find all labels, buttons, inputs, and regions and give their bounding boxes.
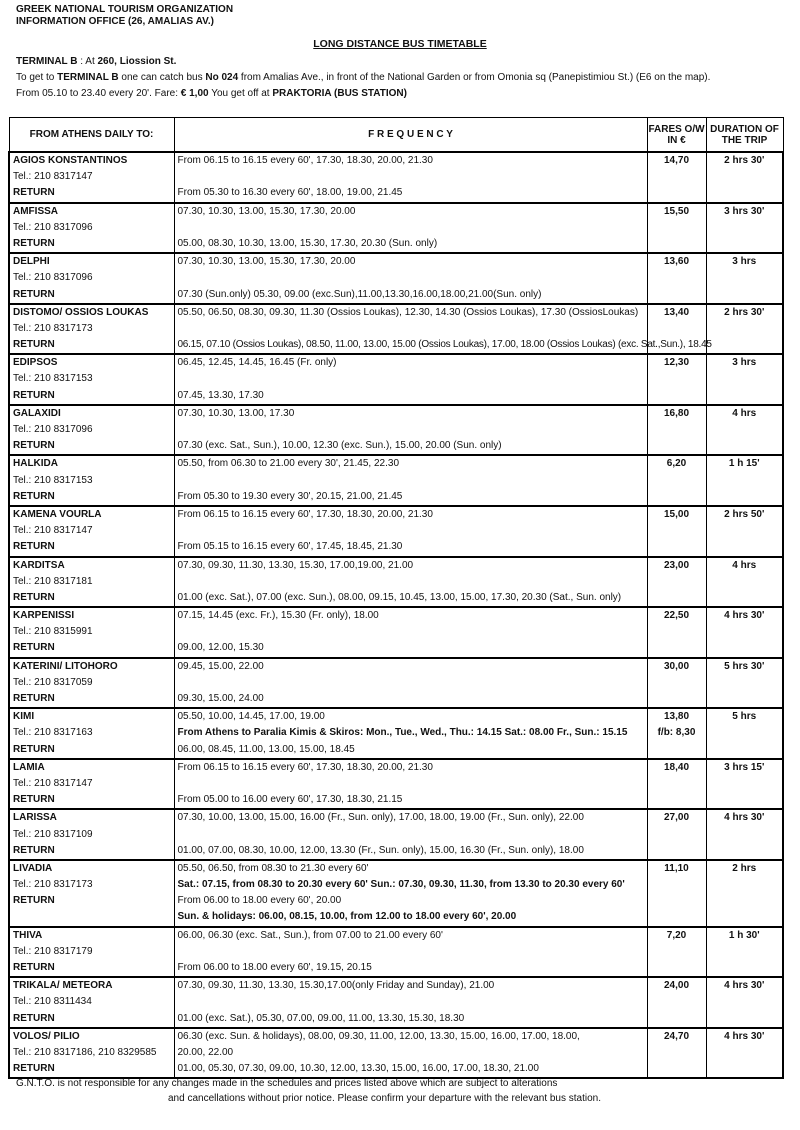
frequency-cell <box>174 455 647 506</box>
fare-value: 23,00 <box>663 559 690 571</box>
frequency-cell <box>174 253 647 304</box>
duration-cell <box>706 759 783 810</box>
frequency-cell <box>174 354 647 405</box>
frequency-line: 06.00, 06.30 (exc. Sat., Sun.), from 07.00 to 21.00 every 60' <box>177 929 443 941</box>
destination-cell <box>9 658 174 709</box>
disclaimer-line-2: and cancellations without prior notice. Please confirm your departure with the relevant bus station. <box>168 1093 602 1104</box>
fare-value: 15,50 <box>663 205 690 217</box>
destination-name: KARPENISSI <box>13 610 75 622</box>
destination-name: THIVA <box>13 929 43 941</box>
fare-cell <box>647 1028 706 1079</box>
destination-phone: Tel.: 210 8315991 <box>13 626 93 638</box>
fare-value: 12,30 <box>663 357 690 369</box>
destination-phone: Tel.: 210 8317173 <box>13 879 93 891</box>
return-label: RETURN <box>13 440 55 452</box>
fare-cell <box>647 759 706 810</box>
fare-cell <box>647 405 706 456</box>
destination-cell <box>9 977 174 1028</box>
duration-value: 1 h 30' <box>728 929 760 941</box>
frequency-line: 06.15, 07.10 (Ossios Loukas), 08.50, 11.00, 13.00, 15.00 (Ossios Loukas), 17.00, 18.00 (Ossios Loukas) (exc. Sat.,Sun.), 18.45 <box>177 339 712 351</box>
frequency-line: 01.00, 07.00, 08.30, 10.00, 12.00, 13.30 (Fr., Sun. only), 15.00, 16.30 (Fr., Sun. only), 18.00 <box>177 844 584 856</box>
timetable <box>8 117 784 1079</box>
destination-name: GALAXIDI <box>13 407 61 419</box>
frequency-line: From 06.15 to 16.15 every 60', 17.30, 18.30, 20.00, 21.30 <box>177 508 433 520</box>
destination-group <box>9 860 783 927</box>
frequency-line: 20.00, 22.00 <box>177 1046 234 1058</box>
table-row <box>9 809 783 860</box>
destination-phone: Tel.: 210 8317096 <box>13 221 93 233</box>
frequency-line: 09.45, 15.00, 22.00 <box>177 660 264 672</box>
frequency-line <box>175 994 647 1010</box>
fare-cell <box>647 354 706 405</box>
fare-cell <box>647 607 706 658</box>
from-mid: You get off at <box>208 88 273 99</box>
duration-value: 3 hrs 30' <box>724 205 765 217</box>
table-row <box>9 759 783 810</box>
destination-group <box>9 455 783 506</box>
destination-phone: Tel.: 210 8317096 <box>13 272 93 284</box>
destination-cell <box>9 809 174 860</box>
frequency-line <box>175 523 647 539</box>
frequency-line: From Athens to Paralia Kimis & Skiros: Mon., Tue., Wed., Thu.: 14.15 Sat.: 08.00 Fr., Sun.: 15.15 <box>177 727 628 739</box>
table-row <box>9 658 783 709</box>
frequency-line: 06.00, 08.45, 11.00, 13.00, 15.00, 18.45 <box>177 743 355 755</box>
duration-cell <box>706 455 783 506</box>
destination-name: TRIKALA/ METEORA <box>13 980 113 992</box>
frequency-line: From 05.15 to 16.15 every 60', 17.45, 18.45, 21.30 <box>177 541 403 553</box>
destination-name: LIVADIA <box>13 862 53 874</box>
fare-value: 13,40 <box>663 306 690 318</box>
destination-name: VOLOS/ PILIO <box>13 1030 80 1042</box>
destination-group <box>9 506 783 557</box>
duration-cell <box>706 557 783 608</box>
destination-phone: Tel.: 210 8317163 <box>13 727 93 739</box>
frequency-line: 07.30, 09.30, 11.30, 13.30, 15.30, 17.00,19.00, 21.00 <box>177 559 414 571</box>
destination-name: KATERINI/ LITOHORO <box>13 660 118 672</box>
destination-cell <box>9 253 174 304</box>
frequency-line: 05.50, 10.00, 14.45, 17.00, 19.00 <box>177 711 325 723</box>
frequency-line: 07.30, 10.00, 13.00, 15.00, 16.00 (Fr., Sun. only), 17.00, 18.00, 19.00 (Fr., Sun. only), 22.00 <box>177 812 584 824</box>
frequency-line <box>175 574 647 590</box>
fare-value: 16,80 <box>663 407 690 419</box>
frequency-cell <box>174 927 647 978</box>
frequency-cell <box>174 152 647 203</box>
destination-group <box>9 152 783 203</box>
return-label: RETURN <box>13 187 55 199</box>
fare-value: 14,70 <box>663 155 690 166</box>
return-label: RETURN <box>13 1012 55 1024</box>
frequency-cell <box>174 1028 647 1079</box>
frequency-line: 09.00, 12.00, 15.30 <box>177 642 264 654</box>
destination-name: KARDITSA <box>13 559 65 571</box>
from-pre: From 05.10 to 23.40 every 20'. Fare: <box>16 88 181 99</box>
fare-value: 6,20 <box>666 458 687 470</box>
column-header-destination: FROM ATHENS DAILY TO: <box>9 118 174 153</box>
table-row <box>9 354 783 405</box>
destination-group <box>9 708 783 759</box>
table-row <box>9 152 783 203</box>
terminal-line <box>16 56 176 68</box>
org-line-2: INFORMATION OFFICE (26, AMALIAS AV.) <box>16 16 214 27</box>
fare-line <box>16 88 407 100</box>
fare-cell <box>647 658 706 709</box>
fares-header-line-1: FARES O/W <box>648 123 705 135</box>
destination-group <box>9 405 783 456</box>
bus-number: No 024 <box>205 72 239 83</box>
duration-value: 3 hrs <box>732 357 757 369</box>
fare-cell <box>647 557 706 608</box>
destination-group <box>9 203 783 254</box>
destination-group <box>9 977 783 1028</box>
frequency-line: 06.45, 12.45, 14.45, 16.45 (Fr. only) <box>177 357 337 369</box>
destination-group <box>9 759 783 810</box>
destination-group <box>9 927 783 978</box>
duration-value: 4 hrs 30' <box>724 980 765 992</box>
fare-value: 22,50 <box>663 610 690 622</box>
destination-name: KAMENA VOURLA <box>13 508 102 520</box>
destination-group <box>9 809 783 860</box>
destination-cell <box>9 455 174 506</box>
duration-value: 2 hrs 30' <box>724 155 765 166</box>
destination-name: KIMI <box>13 711 35 723</box>
frequency-line: 07.30, 10.30, 13.00, 15.30, 17.30, 20.00 <box>177 256 356 268</box>
destination-phone: Tel.: 210 8317153 <box>13 474 93 486</box>
fare-value: f/b: 8,30 <box>657 727 696 739</box>
duration-cell <box>706 506 783 557</box>
fare-cell <box>647 203 706 254</box>
duration-header-line-2: THE TRIP <box>721 134 768 146</box>
frequency-line <box>175 169 647 185</box>
fare-cell <box>647 152 706 203</box>
page-title: LONG DISTANCE BUS TIMETABLE <box>313 38 487 50</box>
column-header-duration <box>706 118 783 153</box>
destination-phone: Tel.: 210 8311434 <box>13 996 92 1008</box>
duration-cell <box>706 405 783 456</box>
fare-value: 7,20 <box>666 929 687 941</box>
frequency-line: 07.30, 10.30, 13.00, 17.30 <box>177 407 295 419</box>
getto-mid: one can catch bus <box>118 72 206 83</box>
duration-value: 2 hrs 50' <box>724 508 765 520</box>
destination-cell <box>9 152 174 203</box>
frequency-line: From 05.30 to 19.30 every 30', 20.15, 21.00, 21.45 <box>177 490 403 502</box>
frequency-line: From 05.00 to 16.00 every 60', 17.30, 18.30, 21.15 <box>177 794 403 806</box>
table-row <box>9 860 783 927</box>
frequency-line: 05.50, 06.50, from 08.30 to 21.30 every 60' <box>177 862 369 874</box>
destination-group <box>9 607 783 658</box>
frequency-line: From 06.00 to 18.00 every 60', 19.15, 20.15 <box>177 962 372 973</box>
destination-group <box>9 557 783 608</box>
frequency-line <box>175 371 647 387</box>
return-label: RETURN <box>13 962 55 973</box>
destination-cell <box>9 759 174 810</box>
table-row <box>9 927 783 978</box>
fare-value: 13,60 <box>663 256 690 268</box>
destination-name: LARISSA <box>13 812 57 824</box>
fare-cell <box>647 253 706 304</box>
destination-phone: Tel.: 210 8317173 <box>13 322 93 334</box>
destination-phone: Tel.: 210 8317179 <box>13 945 93 957</box>
destination-name: DISTOMO/ OSSIOS LOUKAS <box>13 306 149 318</box>
frequency-line <box>175 422 647 438</box>
return-label: RETURN <box>13 642 55 654</box>
frequency-line: 07.30 (exc. Sat., Sun.), 10.00, 12.30 (exc. Sun.), 15.00, 20.00 (Sun. only) <box>177 440 502 452</box>
duration-cell <box>706 860 783 927</box>
destination-phone: Tel.: 210 8317147 <box>13 525 93 537</box>
destination-cell <box>9 203 174 254</box>
destination-cell <box>9 1028 174 1079</box>
duration-cell <box>706 152 783 203</box>
destination-phone: Tel.: 210 8317109 <box>13 828 93 840</box>
frequency-line <box>175 776 647 792</box>
frequency-line: 01.00 (exc. Sat.), 07.00 (exc. Sun.), 08.00, 09.15, 10.45, 13.00, 15.00, 17.30, 20.30 (Sat., Sun. only) <box>177 591 622 603</box>
destination-name: DELPHI <box>13 256 50 268</box>
frequency-line: 07.30, 10.30, 13.00, 15.30, 17.30, 20.00 <box>177 205 356 217</box>
destination-name: AGIOS KONSTANTINOS <box>13 155 128 166</box>
table-row <box>9 977 783 1028</box>
duration-cell <box>706 977 783 1028</box>
return-label: RETURN <box>13 1063 55 1075</box>
duration-header-line-1: DURATION OF <box>710 123 779 135</box>
return-label: RETURN <box>13 743 55 755</box>
destination-phone: Tel.: 210 8317153 <box>13 373 93 385</box>
return-label: RETURN <box>13 693 55 704</box>
fare-value: 11,10 <box>664 862 689 874</box>
column-header-frequency: F R E Q U E N C Y <box>174 118 647 153</box>
table-row <box>9 405 783 456</box>
duration-cell <box>706 809 783 860</box>
frequency-line: From 06.15 to 16.15 every 60', 17.30, 18.30, 20.00, 21.30 <box>177 155 433 166</box>
fare-value: 30,00 <box>663 660 690 672</box>
return-label: RETURN <box>13 237 55 249</box>
frequency-line <box>175 827 647 843</box>
terminal-label: TERMINAL B <box>16 56 78 67</box>
destination-name: AMFISSA <box>13 205 58 217</box>
fares-header-line-2: IN € <box>667 134 686 146</box>
frequency-line: Sat.: 07.15, from 08.30 to 20.30 every 60' Sun.: 07.30, 09.30, 11.30, from 13.30 to 20.30 every 60' <box>177 879 625 891</box>
duration-value: 4 hrs 30' <box>724 610 765 622</box>
return-label: RETURN <box>13 339 55 351</box>
fare-value: 24,00 <box>663 980 690 992</box>
duration-value: 3 hrs 15' <box>724 761 765 773</box>
return-label: RETURN <box>13 895 55 907</box>
destination-group <box>9 354 783 405</box>
frequency-cell <box>174 759 647 810</box>
spacer-line <box>10 909 174 925</box>
duration-value: 3 hrs <box>732 256 757 268</box>
destination-phone: Tel.: 210 8317147 <box>13 171 93 183</box>
frequency-line: 07.15, 14.45 (exc. Fr.), 15.30 (Fr. only), 18.00 <box>177 610 379 622</box>
fare-value: 24,70 <box>663 1030 690 1042</box>
frequency-line <box>175 675 647 691</box>
frequency-line: From 06.00 to 18.00 every 60', 20.00 <box>177 895 342 907</box>
getto-pre: To get to <box>16 72 58 83</box>
table-row <box>9 708 783 759</box>
frequency-line: 07.45, 13.30, 17.30 <box>177 389 264 401</box>
frequency-cell <box>174 658 647 709</box>
frequency-line: 09.30, 15.00, 24.00 <box>177 693 264 704</box>
directions-line <box>16 72 710 84</box>
duration-cell <box>706 607 783 658</box>
destination-name: LAMIA <box>13 761 45 773</box>
return-label: RETURN <box>13 794 55 806</box>
fare-cell <box>647 927 706 978</box>
disclaimer <box>16 1076 601 1106</box>
frequency-cell <box>174 557 647 608</box>
table-row <box>9 607 783 658</box>
destination-phone: Tel.: 210 8317059 <box>13 676 93 688</box>
table-row <box>9 1028 783 1079</box>
frequency-line <box>175 624 647 640</box>
destination-cell <box>9 607 174 658</box>
duration-cell <box>706 304 783 355</box>
frequency-line <box>175 220 647 236</box>
frequency-line: 07.30 (Sun.only) 05.30, 09.00 (exc.Sun),11.00,13.30,16.00,18.00,21.00(Sun. only) <box>177 288 542 300</box>
duration-value: 2 hrs <box>732 862 757 874</box>
table-row <box>9 304 783 355</box>
frequency-line: 05.50, from 06.30 to 21.00 every 30', 21.45, 22.30 <box>177 458 400 470</box>
destination-cell <box>9 405 174 456</box>
terminal-at: : At <box>77 56 98 67</box>
destination-name: EDIPSOS <box>13 357 58 369</box>
fare-cell <box>647 860 706 927</box>
duration-cell <box>706 203 783 254</box>
getto-post: from Amalias Ave., in front of the National Garden or from Omonia sq (Panepistimiou St.) (E6 on the map). <box>238 72 711 83</box>
destination-phone: Tel.: 210 8317147 <box>13 777 93 789</box>
frequency-cell <box>174 506 647 557</box>
frequency-cell <box>174 607 647 658</box>
station-name: PRAKTORIA (BUS STATION) <box>272 88 407 99</box>
duration-cell <box>706 658 783 709</box>
return-label: RETURN <box>13 541 55 553</box>
table-header-row <box>9 118 783 153</box>
frequency-line <box>175 944 647 960</box>
return-label: RETURN <box>13 389 55 401</box>
org-line-1: GREEK NATIONAL TOURISM ORGANIZATION <box>16 4 234 15</box>
disclaimer-line-1: G.N.T.O. is not responsible for any changes made in the schedules and prices listed above which are subject to alterations <box>16 1078 558 1089</box>
fare-cell <box>647 977 706 1028</box>
fare-value: 27,00 <box>663 812 690 824</box>
frequency-cell <box>174 860 647 927</box>
frequency-cell <box>174 708 647 759</box>
duration-cell <box>706 1028 783 1079</box>
frequency-line <box>175 270 647 286</box>
frequency-cell <box>174 809 647 860</box>
duration-cell <box>706 708 783 759</box>
fare-cell <box>647 455 706 506</box>
destination-cell <box>9 506 174 557</box>
destination-group <box>9 304 783 355</box>
duration-value: 4 hrs 30' <box>724 1030 765 1042</box>
duration-cell <box>706 354 783 405</box>
destination-group <box>9 1028 783 1079</box>
destination-phone: Tel.: 210 8317186, 210 8329585 <box>13 1046 157 1058</box>
destination-phone: Tel.: 210 8317181 <box>13 575 93 587</box>
frequency-line: 07.30, 09.30, 11.30, 13.30, 15.30,17.00(only Friday and Sunday), 21.00 <box>177 980 495 992</box>
destination-cell <box>9 354 174 405</box>
frequency-line: From 06.15 to 16.15 every 60', 17.30, 18.30, 20.00, 21.30 <box>177 761 433 773</box>
return-label: RETURN <box>13 490 55 502</box>
frequency-line: Sun. & holidays: 06.00, 08.15, 10.00, from 12.00 to 18.00 every 60', 20.00 <box>177 911 517 923</box>
return-label: RETURN <box>13 288 55 300</box>
table-row <box>9 557 783 608</box>
frequency-line <box>175 321 647 337</box>
destination-phone: Tel.: 210 8317096 <box>13 424 93 435</box>
destination-name: HALKIDA <box>13 458 58 470</box>
frequency-cell <box>174 977 647 1028</box>
fare-cell <box>647 708 706 759</box>
destination-cell <box>9 557 174 608</box>
frequency-cell <box>174 203 647 254</box>
fare-cell <box>647 809 706 860</box>
duration-cell <box>706 253 783 304</box>
frequency-cell <box>174 405 647 456</box>
duration-value: 4 hrs <box>732 407 757 419</box>
city-bus-fare: € 1,00 <box>180 88 209 99</box>
getto-terminal: TERMINAL B <box>57 72 119 83</box>
frequency-line: From 05.30 to 16.30 every 60', 18.00, 19.00, 21.45 <box>177 187 403 199</box>
duration-value: 1 h 15' <box>728 458 760 470</box>
duration-value: 4 hrs <box>732 559 757 571</box>
frequency-line <box>175 473 647 489</box>
organization-name <box>16 4 233 28</box>
table-row <box>9 455 783 506</box>
duration-cell <box>706 927 783 978</box>
duration-value: 5 hrs 30' <box>724 660 765 672</box>
destination-cell <box>9 708 174 759</box>
duration-value: 2 hrs 30' <box>724 306 765 318</box>
table-row <box>9 506 783 557</box>
column-header-fares <box>647 118 706 153</box>
fare-cell <box>647 506 706 557</box>
duration-value: 4 hrs 30' <box>724 812 765 824</box>
destination-cell <box>9 860 174 927</box>
return-label: RETURN <box>13 591 55 603</box>
fare-value: 18,40 <box>663 761 690 773</box>
table-row <box>9 253 783 304</box>
table-row <box>9 203 783 254</box>
fare-value: 15,00 <box>663 508 690 520</box>
frequency-line: 06.30 (exc. Sun. & holidays), 08.00, 09.30, 11.00, 12.00, 13.30, 15.00, 16.00, 17.00, 18.00, <box>177 1030 580 1042</box>
frequency-line: 05.00, 08.30, 10.30, 13.00, 15.30, 17.30, 20.30 (Sun. only) <box>177 237 438 249</box>
fare-value: 13,80 <box>663 711 690 723</box>
destination-group <box>9 253 783 304</box>
frequency-line: 05.50, 06.50, 08.30, 09.30, 11.30 (Ossios Loukas), 12.30, 14.30 (Ossios Loukas), 17.30 (OssiosLoukas) <box>177 306 639 318</box>
destination-group <box>9 658 783 709</box>
frequency-line: 01.00, 05.30, 07.30, 09.00, 10.30, 12.00, 13.30, 15.00, 16.00, 17.00, 18.30, 21.00 <box>177 1063 539 1075</box>
frequency-line: 01.00 (exc. Sat.), 05.30, 07.00, 09.00, 11.00, 13.30, 15.30, 18.30 <box>177 1012 465 1024</box>
terminal-address: 260, Liossion St. <box>97 56 177 67</box>
return-label: RETURN <box>13 844 55 856</box>
destination-cell <box>9 927 174 978</box>
destination-cell <box>9 304 174 355</box>
duration-value: 5 hrs <box>732 711 757 723</box>
